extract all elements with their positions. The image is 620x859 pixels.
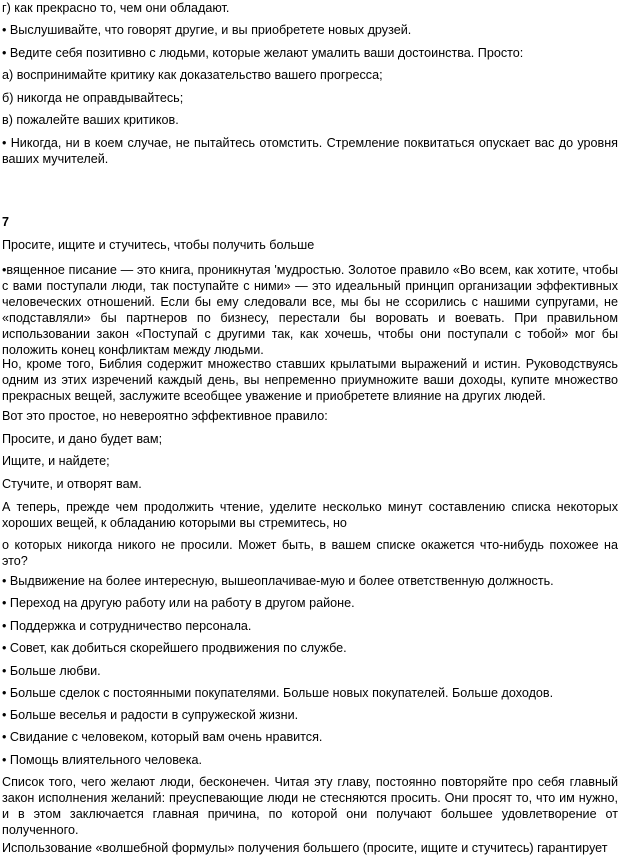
chapter-number: 7 [2, 215, 10, 229]
paragraph-golden-rule: •вященное писание — это книга, проникнутая 'мудростью. Золотое правило «Во всем, как хотите, чтобы с вами поступали люди, так поступайте с ними» — это идеальный принцип организации эффективных человеческих отношений. Если бы ему следовали все, мы бы не ссорились с нашими супругами, не «подставляли» бы партнеров по бизнесу, перестали бы воровать и воевать. При правильном использовании закон «Поступай с другими так, как хочешь, чтобы они поступали с тобой» мог бы положить конец конфликтам между людьми. [2, 263, 618, 357]
list-item: • Больше любви. [2, 664, 101, 678]
bullet-positive: • Ведите себя позитивно с людьми, которые желают умалить ваши достоинства. Просто: [2, 46, 524, 60]
list-item: • Поддержка и сотрудничество персонала. [2, 619, 252, 633]
paragraph-list-prompt: А теперь, прежде чем продолжить чтение, уделите несколько минут составлению списка некоторых хороших вещей, к обладанию которыми вы стремитесь, но [2, 500, 618, 530]
list-item-a: а) воспринимайте критику как доказательство вашего прогресса; [2, 68, 383, 82]
chapter-title: Просите, ищите и стучитесь, чтобы получить больше [2, 238, 315, 252]
paragraph-desires: Список того, чего желают люди, бесконечен. Читая эту главу, постоянно повторяйте про себя главный закон исполнения желаний: преуспевающие люди не стесняются просить. Они просят то, что им нужно, и в этом заключается главная причина, по которой они получают большее удовлетворение от полученного. [2, 775, 618, 837]
list-item-g: г) как прекрасно то, чем они обладают. [2, 1, 230, 15]
paragraph-bible: Но, кроме того, Библия содержит множество ставших крылатыми выражений и истин. Руководствуясь одним из этих изречений каждый день, вы непременно приумножите ваши доходы, купите множество прекрасных вещей, заслужите всеобщее уважение и приобретете влияние на других людей. [2, 357, 618, 403]
list-item: • Совет, как добиться скорейшего продвижения по службе. [2, 641, 347, 655]
list-item: • Переход на другую работу или на работу в другом районе. [2, 596, 355, 610]
list-item-b: б) никогда не оправдывайтесь; [2, 91, 184, 105]
list-item: • Свидание с человеком, который вам очень нравится. [2, 730, 323, 744]
paragraph-list-continue: о которых никогда никого не просили. Может быть, в вашем списке окажется что-нибудь похожее на это? [2, 538, 618, 568]
list-item-v: в) пожалейте ваших критиков. [2, 113, 179, 127]
quote-seek: Ищите, и найдете; [2, 454, 110, 468]
list-item: • Помощь влиятельного человека. [2, 753, 203, 767]
quote-knock: Стучите, и отворят вам. [2, 477, 142, 491]
list-item: • Больше сделок с постоянными покупателями. Больше новых покупателей. Больше доходов. [2, 686, 554, 700]
list-item: • Больше веселья и радости в супружеской жизни. [2, 708, 299, 722]
quote-ask: Просите, и дано будет вам; [2, 432, 163, 446]
paragraph-rule-intro: Вот это простое, но невероятно эффективное правило: [2, 409, 328, 423]
bullet-listen: • Выслушивайте, что говорят другие, и вы приобретете новых друзей. [2, 23, 412, 37]
list-item: • Выдвижение на более интересную, вышеоплачивае-мую и более ответственную должность. [2, 574, 554, 588]
bullet-revenge: • Никогда, ни в коем случае, не пытайтесь отомстить. Стремление поквитаться опускает вас до уровня ваших мучителей. [2, 136, 618, 166]
paragraph-magic-formula: Использование «волшебной формулы» получения большего (просите, ищите и стучитесь) гарантирует [2, 841, 608, 855]
